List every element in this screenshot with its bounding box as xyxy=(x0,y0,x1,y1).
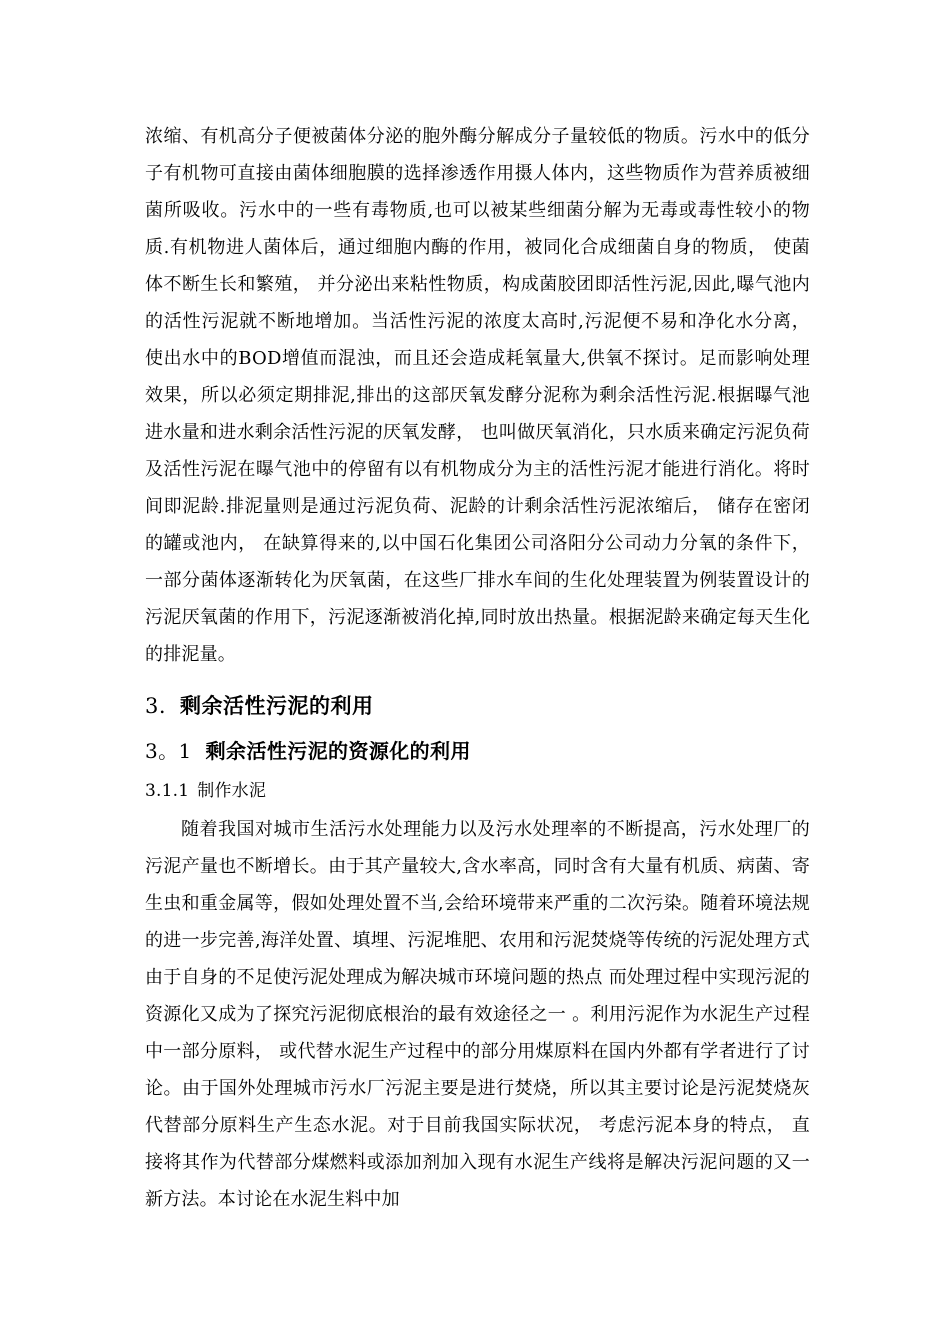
section-3-1-1-number: 3.1.1 xyxy=(145,781,190,801)
section-3-heading xyxy=(145,683,810,729)
section-3-number: 3. xyxy=(145,694,167,718)
intro-paragraph: 浓缩、有机高分子便被菌体分泌的胞外酶分解成分子量较低的物质。污水中的低分子有机物可直接由菌体细胞膜的选择渗透作用摄人体内，这些物质作为营养质被细菌所吸收。污水中的一些有毒物质,也可以被某些细菌分解为无毒或毒性较小的物质.有机物进人菌体后，通过细胞内酶的作用，被同化合成细菌自身的物质， 使菌体不断生长和繁殖， 并分泌出来粘性物质，构成菌胶团即活性污泥,因此,曝气池内的活性污泥就不断地增加。当活性污泥的浓度太高时,污泥便不易和净化水分离， 使出水中的BOD增值而混浊，而且还会造成耗氧量大,供氧不探讨。足而影响处理效果，所以必须定期排泥,排出的这部厌氧发酵分泥称为剩余活性污泥.根据曝气池进水量和进水剩余活性污泥的厌氧发酵， 也叫做厌氧消化，只水质来确定污泥负荷及活性污泥在曝气池中的停留有以有机物成分为主的活性污泥才能进行消化。将时间即泥龄.排泥量则是通过污泥负荷、泥龄的计剩余活性污泥浓缩后， 储存在密闭的罐或池内， 在缺算得来的,以中国石化集团公司洛阳分公司动力分氧的条件下，一部分菌体逐渐转化为厌氧菌，在这些厂排水车间的生化处理装置为例装置设计的污泥厌氧菌的作用下，污泥逐渐被消化掉,同时放出热量。根据泥龄来确定每天生化的排泥量。 xyxy=(145,126,810,665)
section-3-1-number: 3。1 xyxy=(145,739,192,763)
section-3-1-heading xyxy=(145,729,810,773)
section-3-1-1-title: 制作水泥 xyxy=(197,781,267,801)
section-3-title: 剩余活性污泥的利用 xyxy=(180,694,374,718)
section-3-1-title: 剩余活性污泥的资源化的利用 xyxy=(205,739,471,763)
page-content xyxy=(145,118,810,1218)
section-3-1-1-heading xyxy=(145,773,810,809)
body-paragraph: 随着我国对城市生活污水处理能力以及污水处理率的不断提高，污水处理厂的污泥产量也不断增长。由于其产量较大,含水率高，同时含有大量有机质、病菌、寄生虫和重金属等，假如处理处置不当,会给环境带来严重的二次污染。随着环境法规的进一步完善,海洋处置、填埋、污泥堆肥、农用和污泥焚烧等传统的污泥处理方式由于自身的不足使污泥处理成为解决城市环境问题的热点 而处理过程中实现污泥的资源化又成为了探究污泥彻底根治的最有效途径之一 。利用污泥作为水泥生产过程中一部分原料， 或代替水泥生产过程中的部分用煤原料在国内外都有学者进行了讨论。由于国外处理城市污水厂污泥主要是进行焚烧，所以其主要讨论是污泥焚烧灰代替部分原料生产生态水泥。对于目前我国实际状况， 考虑污泥本身的特点， 直接将其作为代替部分煤燃料或添加剂加入现有水泥生产线将是解决污泥问题的又一新方法。本讨论在水泥生料中加 xyxy=(145,819,810,1210)
